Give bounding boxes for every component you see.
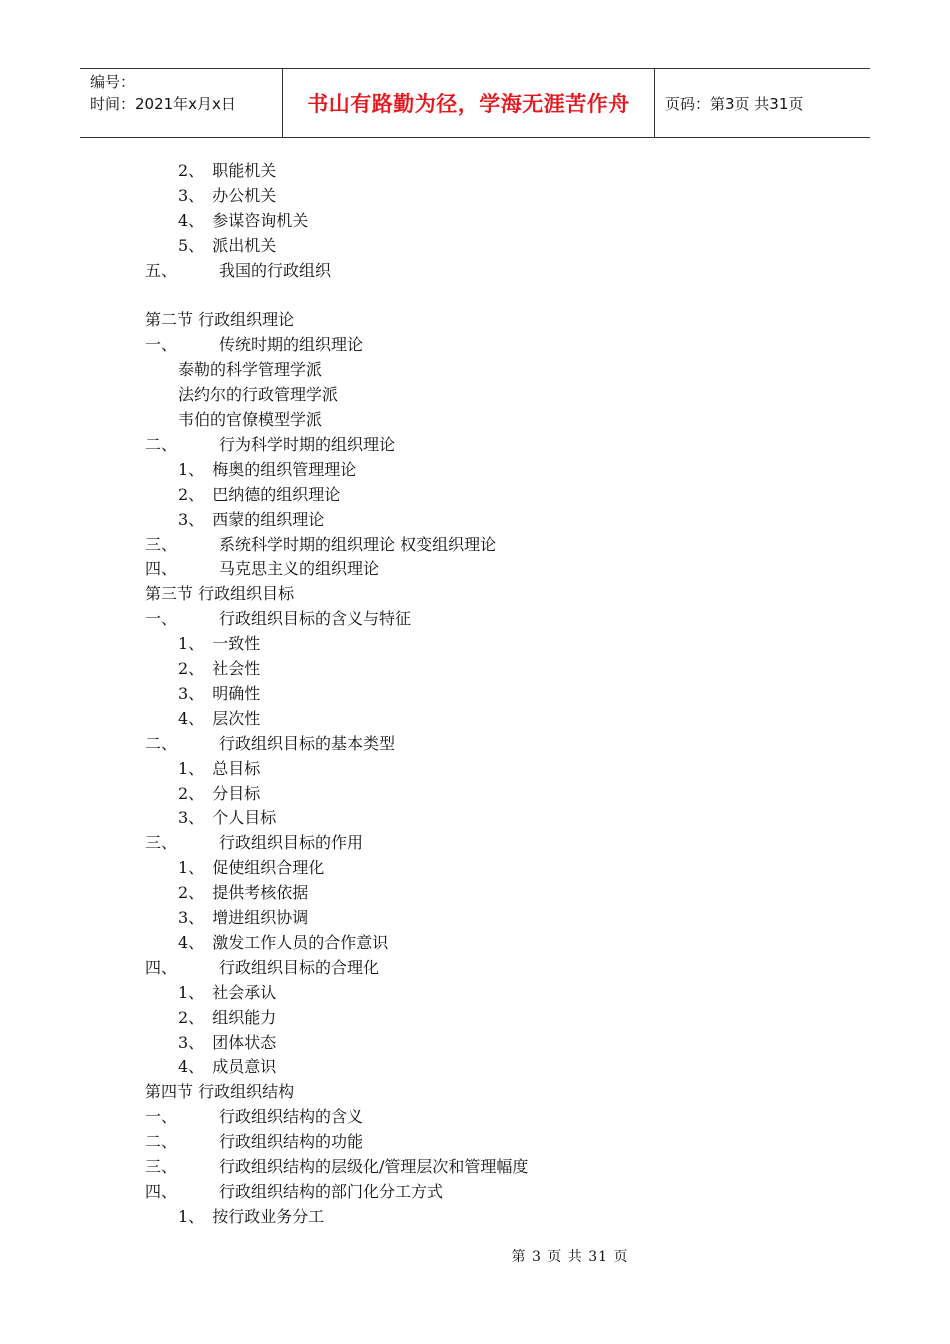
outline-line [178, 208, 308, 233]
outline-line [178, 880, 308, 905]
outline-line [178, 407, 322, 432]
outline-text: 传统时期的组织理论 [219, 335, 364, 355]
outline-line [178, 457, 356, 482]
outline-number: 1、 [178, 758, 205, 778]
outline-text: 激发工作人员的合作意识 [212, 932, 389, 952]
outline-line [178, 980, 276, 1005]
outline-number: 3、 [178, 1032, 205, 1052]
outline-line [145, 307, 294, 332]
outline-line [178, 930, 388, 955]
outline-text: 组织能力 [212, 1007, 277, 1027]
outline-number: 一、 [145, 609, 178, 629]
outline-line [178, 855, 324, 880]
outline-number: 1、 [178, 634, 205, 654]
outline-number: 四、 [145, 1181, 178, 1201]
outline-line [178, 756, 260, 781]
outline-line [178, 1005, 276, 1030]
outline-text: 社会性 [212, 659, 261, 678]
outline-line [145, 1179, 443, 1204]
outline-text: 增进组织协调 [212, 908, 309, 927]
outline-text: 总目标 [212, 758, 261, 778]
outline-line [178, 1204, 324, 1229]
outline-text: 团体状态 [212, 1032, 277, 1052]
outline-text: 提供考核依据 [212, 883, 309, 903]
outline-number: 2、 [178, 484, 205, 504]
outline-text: 系统科学时期的组织理论 权变组织理论 [219, 534, 497, 554]
page-footer: 第 3 页 共 31 页 [511, 1249, 629, 1265]
outline-line [178, 656, 260, 681]
outline-number: 一、 [145, 1107, 178, 1127]
outline-number: 2、 [178, 783, 205, 803]
outline-line [145, 332, 363, 357]
outline-line [178, 507, 324, 532]
outline-text: 派出机关 [212, 235, 277, 255]
outline-text: 行政组织结构的层级化/管理层次和管理幅度 [219, 1157, 529, 1176]
outline-number: 一、 [145, 335, 178, 355]
outline-line [145, 1104, 363, 1129]
outline-text: 巴纳德的组织理论 [212, 484, 341, 504]
outline-number: 2、 [178, 659, 205, 678]
outline-line [178, 1030, 276, 1055]
outline-text: 行政组织目标的含义与特征 [219, 609, 412, 629]
outline-line [145, 955, 379, 980]
outline-text: 参谋咨询机关 [212, 210, 309, 230]
outline-text: 成员意识 [212, 1057, 277, 1077]
outline-text: 第三节 行政组织目标 [145, 584, 295, 604]
outline-number: 2、 [178, 1007, 205, 1027]
outline-text: 韦伯的官僚模型学派 [178, 410, 323, 429]
outline-number: 1、 [178, 459, 205, 479]
outline-number: 三、 [145, 833, 178, 853]
outline-line [178, 482, 340, 507]
outline-number: 4、 [178, 708, 205, 728]
outline-text: 个人目标 [212, 808, 277, 828]
outline-text: 行政组织目标的作用 [219, 833, 364, 853]
outline-line [178, 382, 338, 407]
outline-line [145, 556, 379, 581]
outline-text: 层次性 [212, 708, 261, 728]
outline-text: 第二节 行政组织理论 [145, 310, 295, 330]
outline-number: 3、 [178, 908, 205, 927]
outline-number: 二、 [145, 434, 178, 454]
outline-number: 4、 [178, 932, 205, 952]
outline-number: 三、 [145, 534, 178, 554]
header-page-label: 页码：第3页 共31页 [665, 94, 804, 113]
outline-text: 行政组织目标的基本类型 [219, 733, 396, 753]
outline-text: 我国的行政组织 [219, 260, 332, 280]
outline-line [145, 731, 395, 756]
outline-text: 促使组织合理化 [212, 858, 325, 878]
outline-line [145, 1154, 528, 1179]
outline-number: 五、 [145, 260, 178, 280]
page-header [80, 68, 870, 138]
outline-line [145, 830, 363, 855]
outline-text: 职能机关 [212, 161, 277, 180]
outline-line [178, 706, 260, 731]
outline-text: 马克思主义的组织理论 [219, 559, 380, 579]
outline-text: 西蒙的组织理论 [212, 509, 325, 529]
outline-number: 1、 [178, 982, 205, 1002]
outline-number: 四、 [145, 559, 178, 579]
outline-line [178, 233, 276, 258]
outline-line [145, 581, 294, 606]
outline-number: 3、 [178, 808, 205, 828]
outline-text: 分目标 [212, 783, 261, 803]
outline-number: 3、 [178, 683, 205, 703]
outline-line [178, 631, 260, 656]
outline-line [145, 1129, 363, 1154]
outline-text: 行政组织结构的功能 [219, 1132, 364, 1152]
outline-text: 行政组织结构的部门化分工方式 [219, 1181, 444, 1201]
outline-text: 梅奥的组织管理理论 [212, 459, 357, 479]
outline-number: 二、 [145, 1132, 178, 1152]
outline-line [178, 805, 276, 830]
outline-line [178, 183, 276, 208]
outline-text: 行政组织结构的含义 [219, 1107, 364, 1127]
outline-line [178, 357, 322, 382]
outline-text: 办公机关 [212, 185, 277, 205]
outline-text: 一致性 [212, 634, 261, 654]
outline-text: 行政组织目标的合理化 [219, 957, 380, 977]
outline-number: 三、 [145, 1157, 178, 1176]
outline-number: 5、 [178, 235, 205, 255]
outline-line [178, 905, 308, 930]
outline-number: 1、 [178, 858, 205, 878]
outline-number: 4、 [178, 1057, 205, 1077]
outline-line [145, 532, 496, 557]
outline-line [145, 258, 331, 283]
outline-line [178, 681, 260, 706]
outline-line [145, 432, 395, 457]
outline-text: 按行政业务分工 [212, 1206, 325, 1226]
outline-text: 社会承认 [212, 982, 277, 1002]
header-number-label: 编号： [90, 73, 136, 91]
outline-text: 明确性 [212, 683, 261, 703]
outline-number: 3、 [178, 509, 205, 529]
outline-number: 2、 [178, 883, 205, 903]
outline-line [178, 1054, 276, 1079]
outline-number: 四、 [145, 957, 178, 977]
header-meta [80, 69, 282, 137]
outline-line [178, 158, 276, 183]
outline-text: 法约尔的行政管理学派 [178, 385, 339, 405]
header-motto: 书山有路勤为径，学海无涯苦作舟 [282, 69, 655, 137]
outline-number: 3、 [178, 185, 205, 205]
outline-text: 泰勒的科学管理学派 [178, 360, 323, 380]
outline-number: 4、 [178, 210, 205, 230]
outline-text: 第四节 行政组织结构 [145, 1082, 295, 1102]
outline-line [145, 1079, 294, 1104]
outline-number: 2、 [178, 161, 205, 180]
outline-number: 1、 [178, 1206, 205, 1226]
outline-text: 行为科学时期的组织理论 [219, 434, 396, 454]
outline-line [178, 781, 260, 806]
outline-number: 二、 [145, 733, 178, 753]
outline-line [145, 606, 411, 631]
header-date-label: 时间：2021年x月x日 [90, 95, 236, 113]
